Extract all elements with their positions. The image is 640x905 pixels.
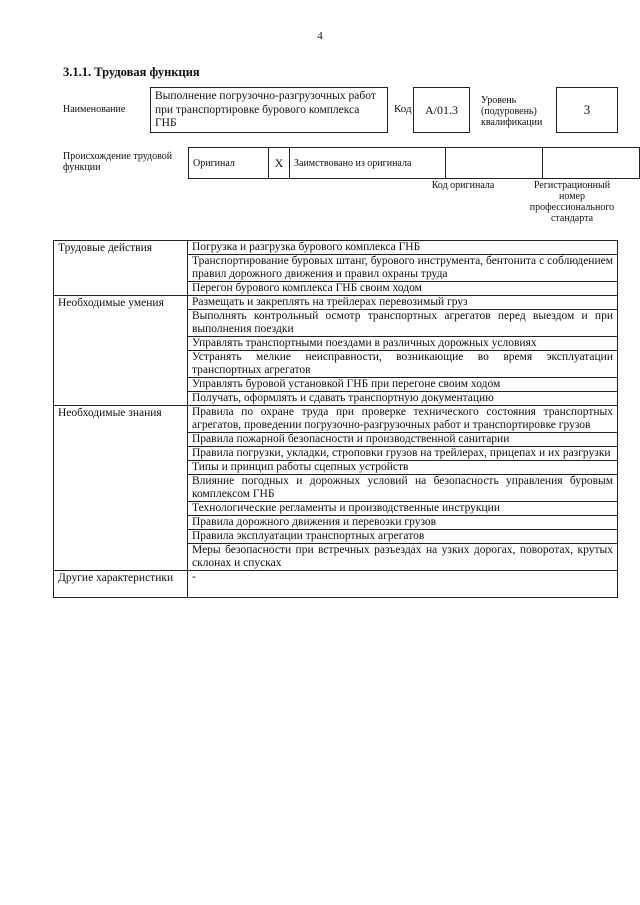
origin-code-cell bbox=[446, 148, 543, 179]
section-item: - bbox=[188, 571, 618, 598]
section-heading: Необходимые знания bbox=[54, 406, 188, 571]
origin-reg-number-cell bbox=[543, 148, 640, 179]
section-title: 3.1.1. Трудовая функция bbox=[63, 65, 200, 79]
section-item: Правила по охране труда при проверке технического состояния транспортных агрегатов, проведении погрузочно-разгрузочных работ и транспортировке грузов bbox=[188, 406, 618, 433]
section-item: Правила эксплуатации транспортных агрегатов bbox=[188, 530, 618, 544]
code-original-label: Код оригинала bbox=[431, 180, 495, 191]
code-label: Код bbox=[394, 103, 412, 115]
section-heading: Другие характеристики bbox=[54, 571, 188, 598]
origin-borrowed-cell: Заимствовано из оригинала bbox=[290, 148, 446, 179]
function-table bbox=[53, 240, 618, 598]
section-heading: Трудовые действия bbox=[54, 241, 188, 296]
section-item: Перегон бурового комплекса ГНБ своим ходом bbox=[188, 282, 618, 296]
section-item: Погрузка и разгрузка бурового комплекса ГНБ bbox=[188, 241, 618, 255]
section-item: Правила пожарной безопасности и производственной санитарии bbox=[188, 433, 618, 447]
origin-label: Происхождение трудовой функции bbox=[63, 151, 173, 173]
section-item: Типы и принцип работы сцепных устройств bbox=[188, 461, 618, 475]
section-item: Транспортирование буровых штанг, бурового инструмента, бентонита с соблюдением правил дорожного движения и правил охраны труда bbox=[188, 255, 618, 282]
page-number: 4 bbox=[317, 30, 323, 42]
section-heading: Необходимые умения bbox=[54, 296, 188, 406]
section-item: Технологические регламенты и производственные инструкции bbox=[188, 502, 618, 516]
section-item: Устранять мелкие неисправности, возникающие во время эксплуатации транспортных агрегатов bbox=[188, 351, 618, 378]
section-item: Получать, оформлять и сдавать транспортную документацию bbox=[188, 392, 618, 406]
origin-table bbox=[188, 147, 640, 179]
section-item: Правила погрузки, укладки, строповки грузов на трейлерах, прицепах и их разгрузки bbox=[188, 447, 618, 461]
section-item: Влияние погодных и дорожных условий на безопасность управления буровым комплексом ГНБ bbox=[188, 475, 618, 502]
table-row bbox=[54, 296, 618, 310]
section-item: Управлять буровой установкой ГНБ при перегоне своим ходом bbox=[188, 378, 618, 392]
section-item: Выполнять контрольный осмотр транспортных агрегатов перед выездом и при выполнения поездки bbox=[188, 310, 618, 337]
section-item: Управлять транспортными поездами в различных дорожных условиях bbox=[188, 337, 618, 351]
section-item: Правила дорожного движения и перевозки грузов bbox=[188, 516, 618, 530]
table-row bbox=[54, 241, 618, 255]
name-label: Наименование bbox=[63, 104, 126, 115]
code-value: A/01.3 bbox=[413, 87, 470, 133]
section-item: Размещать и закреплять на трейлерах перевозимый груз bbox=[188, 296, 618, 310]
section-item: Меры безопасности при встречных разъездах на узких дорогах, поворотах, крутых склонах и спусках bbox=[188, 544, 618, 571]
level-value: 3 bbox=[556, 87, 618, 133]
origin-original-cell: Оригинал bbox=[189, 148, 269, 179]
level-label: Уровень (подуровень) квалификации bbox=[481, 95, 543, 128]
origin-mark-cell: X bbox=[269, 148, 290, 179]
table-row bbox=[54, 406, 618, 433]
reg-number-label: Регистрационный номер профессионального стандарта bbox=[529, 180, 615, 224]
table-row bbox=[54, 571, 618, 598]
name-value: Выполнение погрузочно-разгрузочных работ при транспортировке бурового комплекса ГНБ bbox=[150, 87, 388, 133]
